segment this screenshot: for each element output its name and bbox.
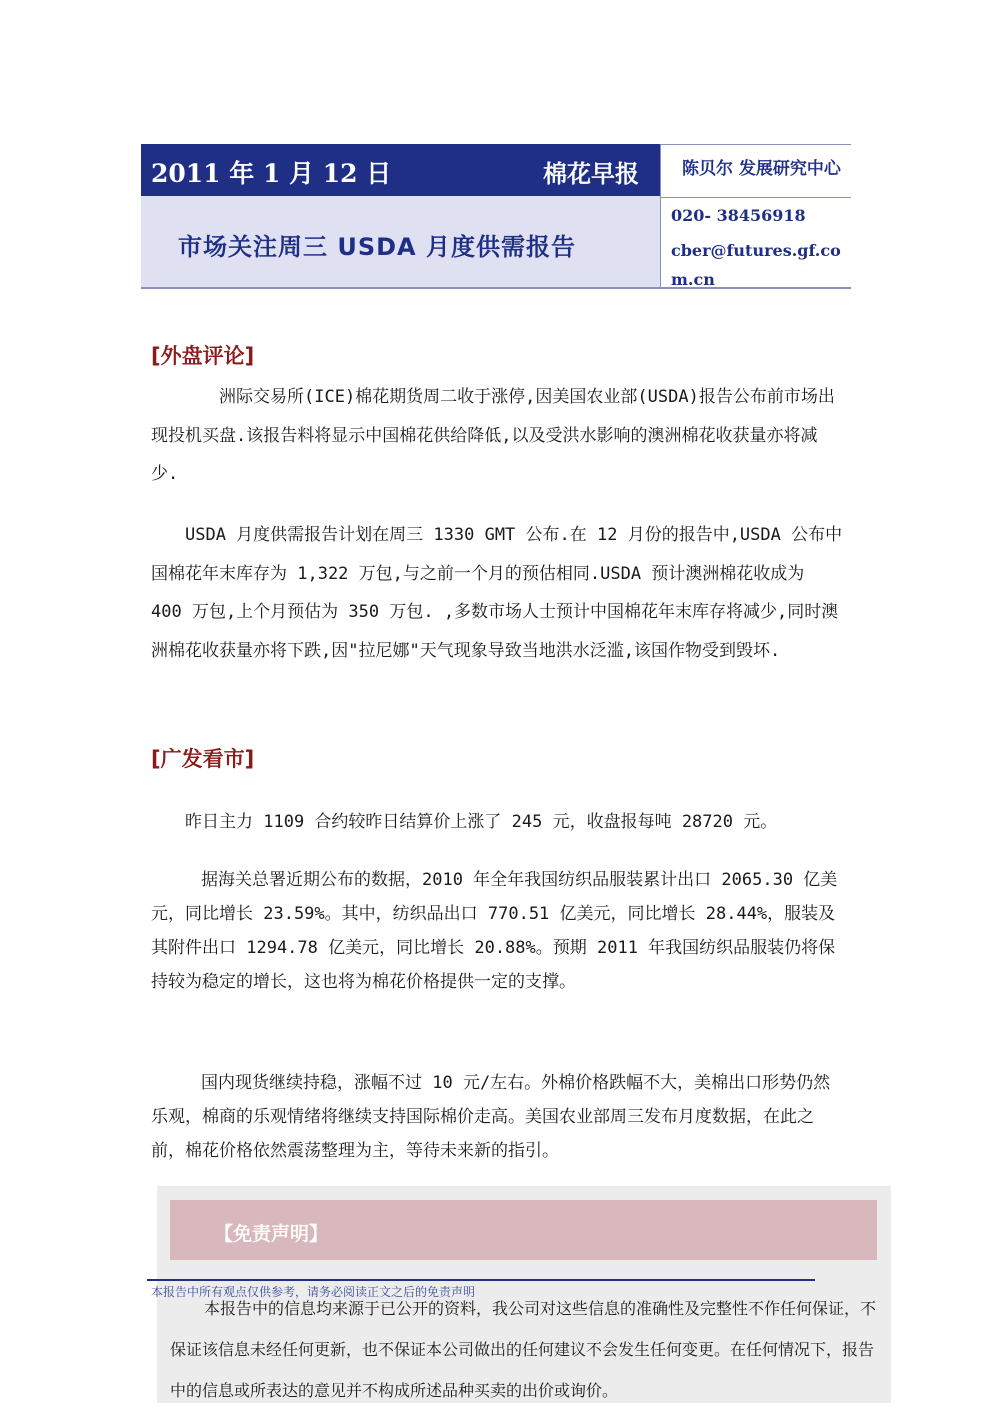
report-type: 棉花早报: [543, 160, 639, 188]
paragraph: 国内现货继续持稳，涨幅不过 10 元/左右。外棉价格跌幅不大，美棉出口形势仍然乐观，棉商的乐观情绪将继续支持国际棉价走高。美国农业部周三发布月度数据，在此之前，棉花价格依然震荡整理为主，等待未来新的指引。: [151, 1073, 831, 1161]
divider: [660, 144, 661, 289]
author-name: 陈贝尔 发展研究中心: [682, 159, 841, 179]
divider: [660, 197, 851, 198]
footer-divider: [147, 1279, 815, 1281]
section-title-foreign-market: [外盘评论]: [151, 344, 255, 368]
disclaimer-title: 【免责声明】: [214, 1223, 329, 1245]
contact-phone: 020- 38456918: [671, 206, 806, 225]
section-title-market-view: [广发看市]: [151, 747, 255, 771]
paragraph: 据海关总署近期公布的数据，2010 年全年我国纺织品服装累计出口 2065.30 亿美元，同比增长 23.59%。其中，纺织品出口 770.51 亿美元，同比增长 28.44%，服装及其附件出口 1294.78 亿美元，同比增长 20.88%。预期 2011 年我国纺织品服装仍将保持较为稳定的增长，这也将为棉花价格提供一定的支撑。: [151, 870, 838, 992]
contact-email[interactable]: cber@futures.gf.com.cn: [671, 241, 841, 289]
report-title: 市场关注周三 USDA 月度供需报告: [178, 233, 576, 261]
paragraph: 昨日主力 1109 合约较昨日结算价上涨了 245 元，收盘报每吨 28720 元。: [185, 812, 778, 832]
footer-note: 本报告中所有观点仅供参考，请务必阅读正文之后的免责声明: [151, 1285, 476, 1299]
disclaimer-text: 本报告中的信息均来源于已公开的资料，我公司对这些信息的准确性及完整性不作任何保证，不保证该信息未经任何更新，也不保证本公司做出的任何建议不会发生任何变更。在任何情况下，报告中的信息或所表达的意见并不构成所述品种买卖的出价或询价。: [170, 1299, 877, 1400]
divider: [660, 144, 851, 145]
paragraph: 洲际交易所(ICE)棉花期货周二收于涨停,因美国农业部(USDA)报告公布前市场出现投机买盘.该报告料将显示中国棉花供给降低,以及受洪水影响的澳洲棉花收获量亦将减少.: [151, 387, 835, 484]
report-date: 2011 年 1 月 12 日: [151, 159, 392, 188]
paragraph: USDA 月度供需报告计划在周三 1330 GMT 公布.在 12 月份的报告中,USDA 公布中国棉花年末库存为 1,322 万包,与之前一个月的预估相同.USDA 预计澳洲棉花收成为 400 万包,上个月预估为 350 万包. ,多数市场人士预计中国棉花年末库存将减少,同时澳洲棉花收获量亦将下跌,因"拉尼娜"天气现象导致当地洪水泛滥,该国作物受到毁坏.: [151, 525, 843, 661]
